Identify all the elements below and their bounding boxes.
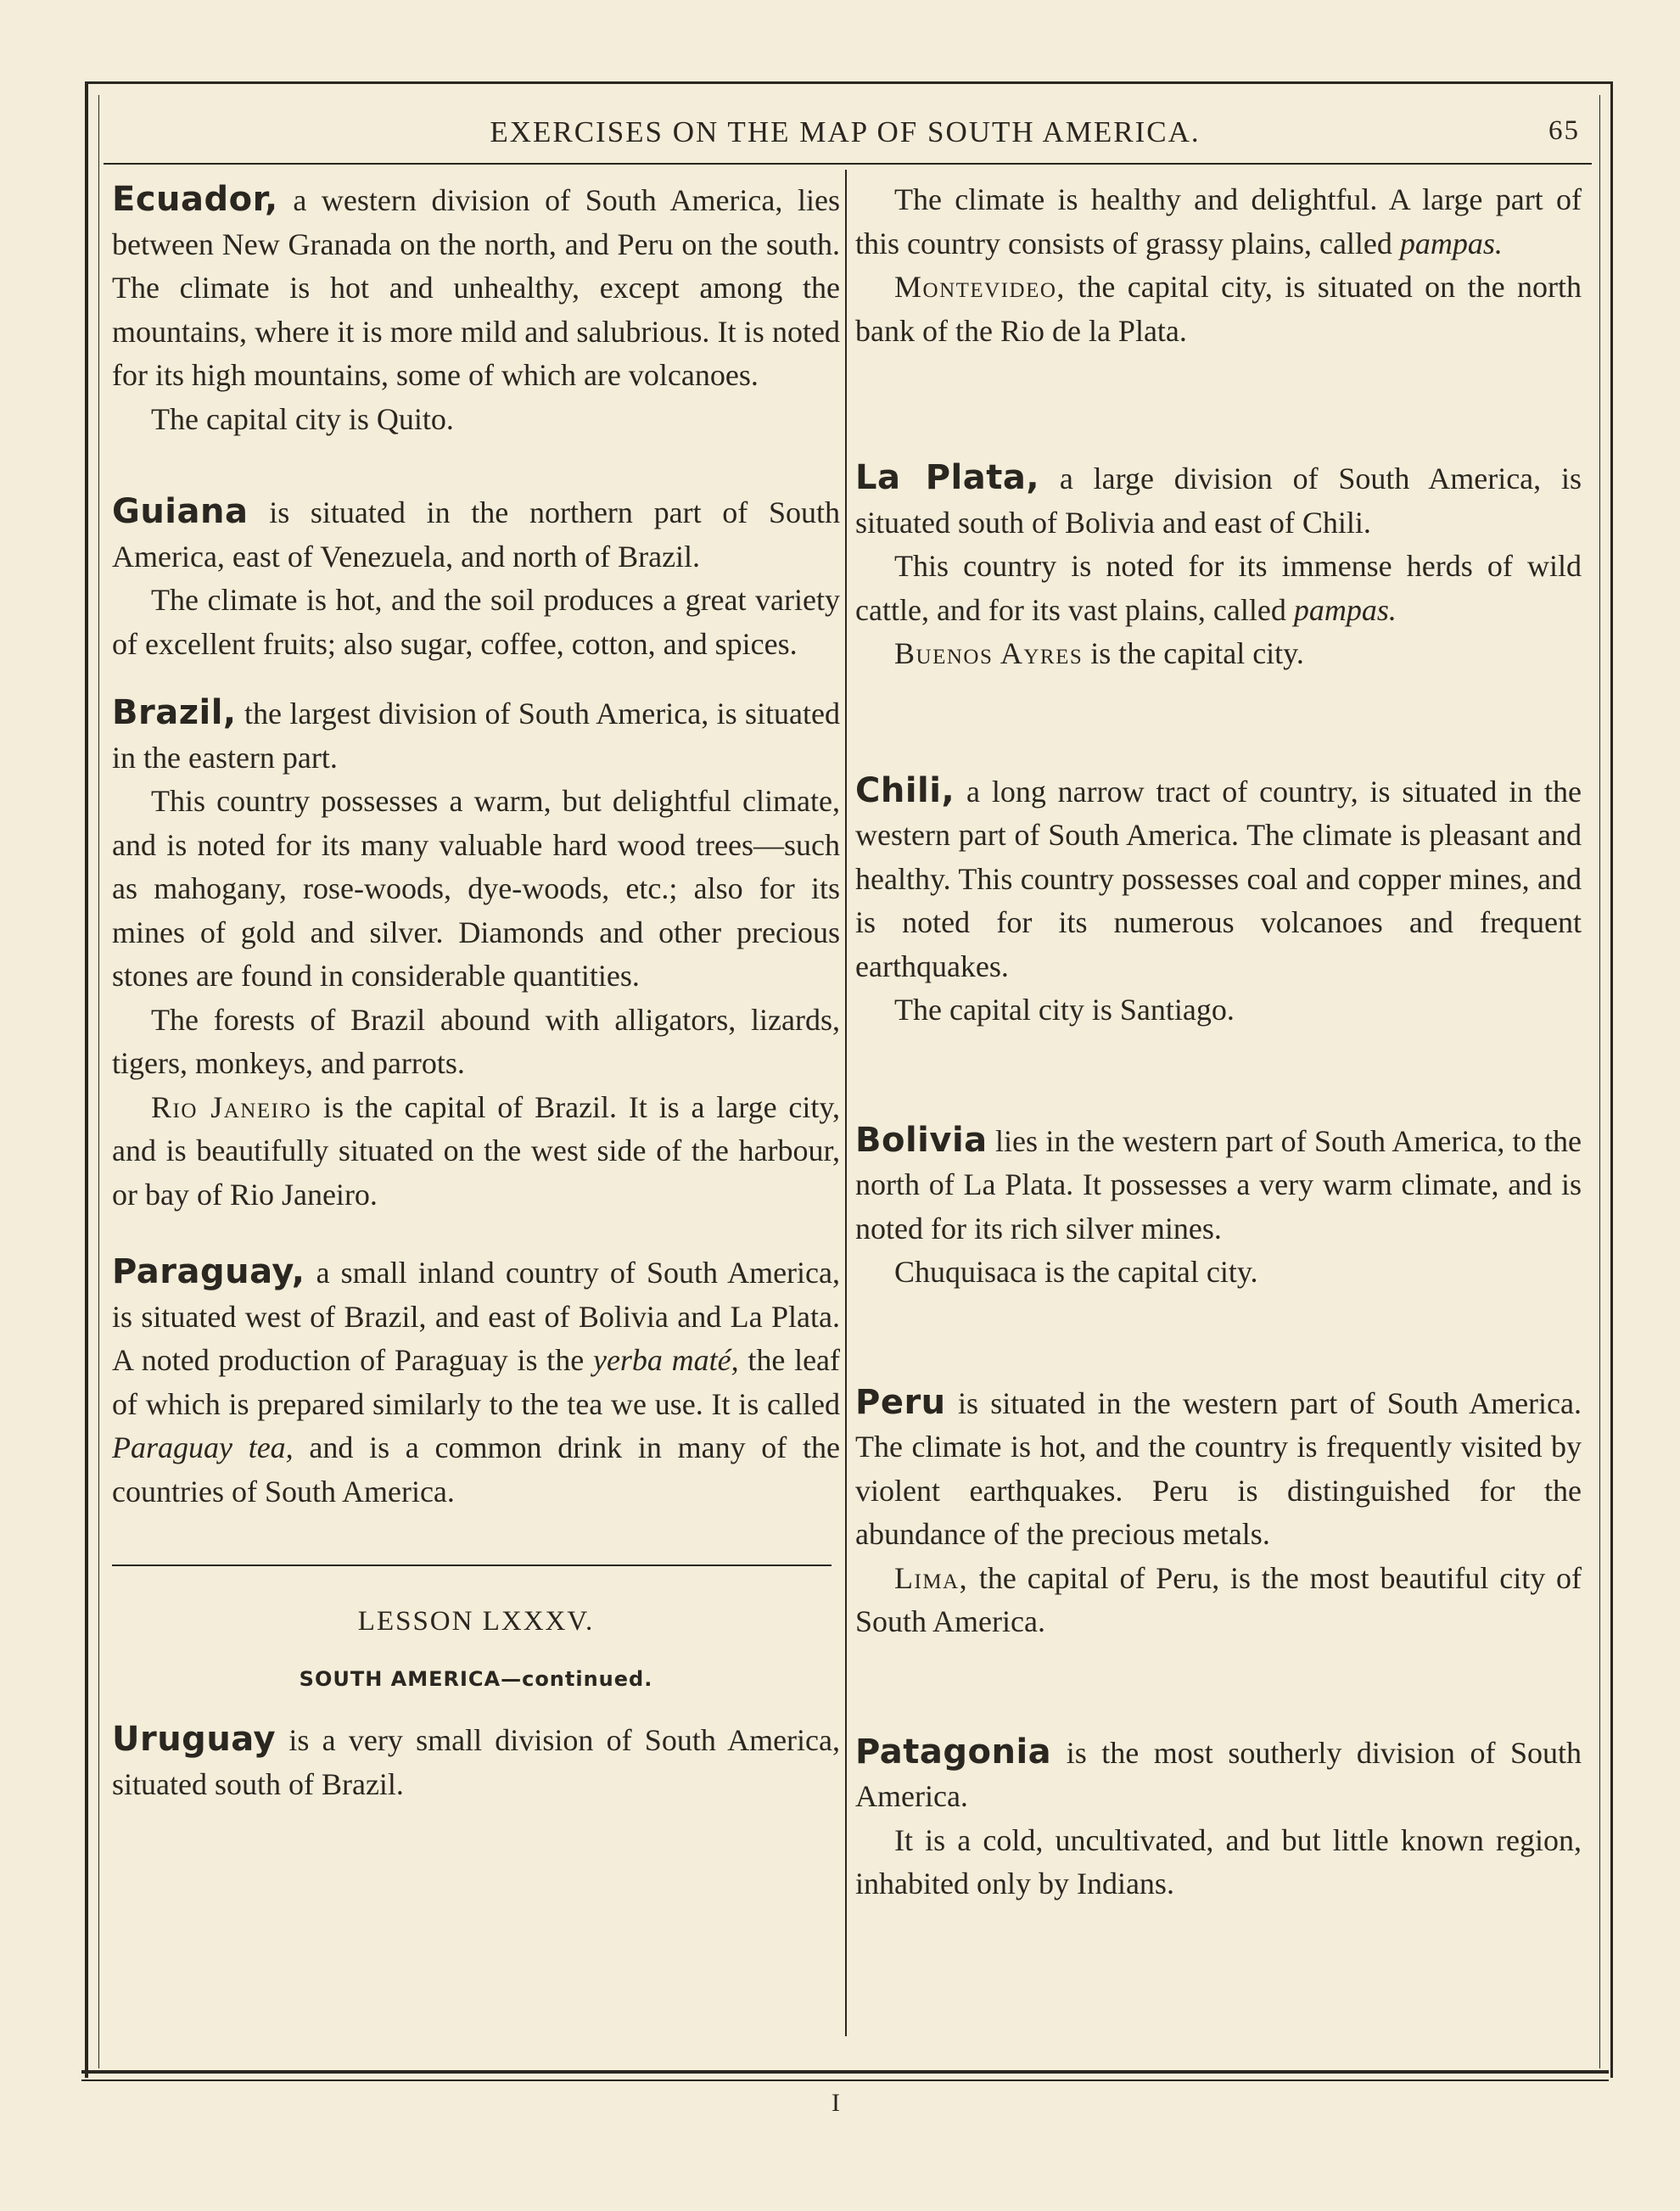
entry-text: is the most southerly division of South America. bbox=[855, 1735, 1582, 1813]
header-rule bbox=[104, 163, 1592, 165]
entry-text: the capital city, is situated on the north bank of the Rio de la Plata. bbox=[855, 270, 1582, 348]
entry-text: It is a cold, uncultivated, and but little known region, inhabited only by Indians. bbox=[855, 1822, 1582, 1900]
page-title: EXERCISES ON THE MAP OF SOUTH AMERICA. bbox=[490, 115, 1201, 148]
entry-text: The forests of Brazil abound with alligators, lizards, tigers, monkeys, and parrots. bbox=[112, 1002, 840, 1080]
bottom-rule-thin bbox=[81, 2079, 1609, 2081]
entry-name: La Plata, bbox=[855, 458, 1040, 497]
entry-name: Peru bbox=[855, 1382, 946, 1422]
right-column bbox=[855, 178, 1582, 1906]
entry-text: This country possesses a warm, but delightful climate, and is noted for its many valuable hard wood trees—such as mahogany, rose-woods, dye-woods, etc.; also for its mines of gold and silver. Diamonds and other precious stones are found in considerable quantities. bbox=[112, 784, 840, 993]
bottom-rule bbox=[81, 2070, 1609, 2074]
entry-text: The climate is healthy and delightful. A large part of this country consists of grassy plains, called bbox=[855, 182, 1582, 260]
entry-bolivia bbox=[855, 1119, 1582, 1295]
entry-uruguay bbox=[112, 1718, 840, 1806]
left-column bbox=[112, 178, 840, 1806]
lesson-subtitle: SOUTH AMERICA—continued. bbox=[299, 1666, 653, 1691]
entry-name: Brazil, bbox=[112, 693, 237, 732]
entry-text: This country is noted for its immense herds of wild cattle, and for its vast plains, called bbox=[855, 549, 1582, 627]
entry-text: lies in the western part of South America, to the north of La Plata. It possesses a very warm climate, and is noted for its rich silver mines. bbox=[855, 1123, 1582, 1245]
entry-text: a small inland country of South America, is situated west of Brazil, and east of Bolivia and La Plata. A noted production of Paraguay is the bbox=[112, 1256, 841, 1377]
entry-text: The capital city is Quito. bbox=[151, 401, 454, 436]
entry-name: Patagonia bbox=[855, 1732, 1052, 1772]
entry-text: is a very small division of South America, situated south of Brazil. bbox=[112, 1723, 841, 1801]
entry-text: a large division of South America, is situated south of Bolivia and east of Chili. bbox=[855, 462, 1582, 540]
capital-name: Buenos Ayres bbox=[894, 636, 1084, 670]
entry-name: Bolivia bbox=[855, 1120, 988, 1160]
entry-text: the leaf of which is prepared similarly to the tea we use. It is called bbox=[112, 1343, 841, 1421]
capital-name: Rio Janeiro bbox=[151, 1089, 312, 1124]
entry-la-plata bbox=[855, 456, 1582, 676]
page-number: 65 bbox=[1548, 115, 1580, 146]
entry-patagonia bbox=[855, 1731, 1582, 1906]
italic-term: pampas. bbox=[1293, 592, 1397, 627]
entry-name: Chili, bbox=[855, 770, 955, 810]
signature-mark: I bbox=[832, 2089, 840, 2117]
capital-name: Montevideo, bbox=[894, 270, 1066, 304]
entry-name: Guiana bbox=[112, 492, 249, 531]
column-divider bbox=[845, 170, 847, 2036]
entry-peru bbox=[855, 1381, 1582, 1644]
italic-term: pampas. bbox=[1399, 226, 1503, 260]
entry-text: and is a common drink in many of the countries of South America. bbox=[112, 1430, 840, 1509]
entry-text: The capital city is Santiago. bbox=[894, 993, 1235, 1027]
entry-uruguay-continued bbox=[855, 178, 1582, 353]
entry-name: Paraguay, bbox=[112, 1252, 305, 1291]
entry-name: Ecuador, bbox=[112, 180, 278, 219]
entry-guiana bbox=[112, 490, 840, 666]
italic-term: Paraguay tea, bbox=[112, 1430, 294, 1464]
entry-chili bbox=[855, 770, 1582, 1033]
entry-ecuador bbox=[112, 178, 840, 441]
entry-text: is the capital of Brazil. It is a large city, and is beautifully situated on the west side of the harbour, or bay of Rio Janeiro. bbox=[112, 1089, 840, 1212]
entry-text: The climate is hot, and the soil produces a great variety of excellent fruits; also sugar, coffee, cotton, and spices. bbox=[112, 583, 840, 661]
entry-text: is situated in the western part of South America. The climate is hot, and the country is frequently visited by violent earthquakes. Peru is distinguished for the abundance of the precious metals. bbox=[855, 1385, 1582, 1551]
entry-text: the largest division of South America, is situated in the eastern part. bbox=[112, 697, 841, 775]
capital-name: Lima, bbox=[894, 1560, 969, 1595]
entry-text: is situated in the northern part of South America, east of Venezuela, and north of Brazil. bbox=[112, 495, 840, 574]
lesson-title: LESSON LXXXV. bbox=[357, 1606, 595, 1637]
entry-brazil bbox=[112, 691, 840, 1217]
italic-term: yerba maté, bbox=[592, 1343, 739, 1377]
running-head bbox=[98, 110, 1592, 156]
entry-paraguay bbox=[112, 1251, 840, 1514]
entry-text: Chuquisaca is the capital city. bbox=[894, 1255, 1258, 1289]
entry-text: is the capital city. bbox=[1090, 636, 1304, 670]
entry-text: a western division of South America, lies between New Granada on the north, and Peru on the south. The climate is hot and unhealthy, except among the mountains, where it is more mild and salubrious. It is noted for its high mountains, some of which are volcanoes. bbox=[112, 183, 840, 392]
lesson-divider bbox=[112, 1564, 832, 1566]
entry-name: Uruguay bbox=[112, 1720, 277, 1759]
entry-text: the capital of Peru, is the most beautiful city of South America. bbox=[855, 1560, 1582, 1638]
entry-text: a long narrow tract of country, is situated in the western part of South America. The climate is pleasant and healthy. This country possesses coal and copper mines, and is noted for its numerous volcanoes and frequent earthquakes. bbox=[855, 774, 1582, 983]
